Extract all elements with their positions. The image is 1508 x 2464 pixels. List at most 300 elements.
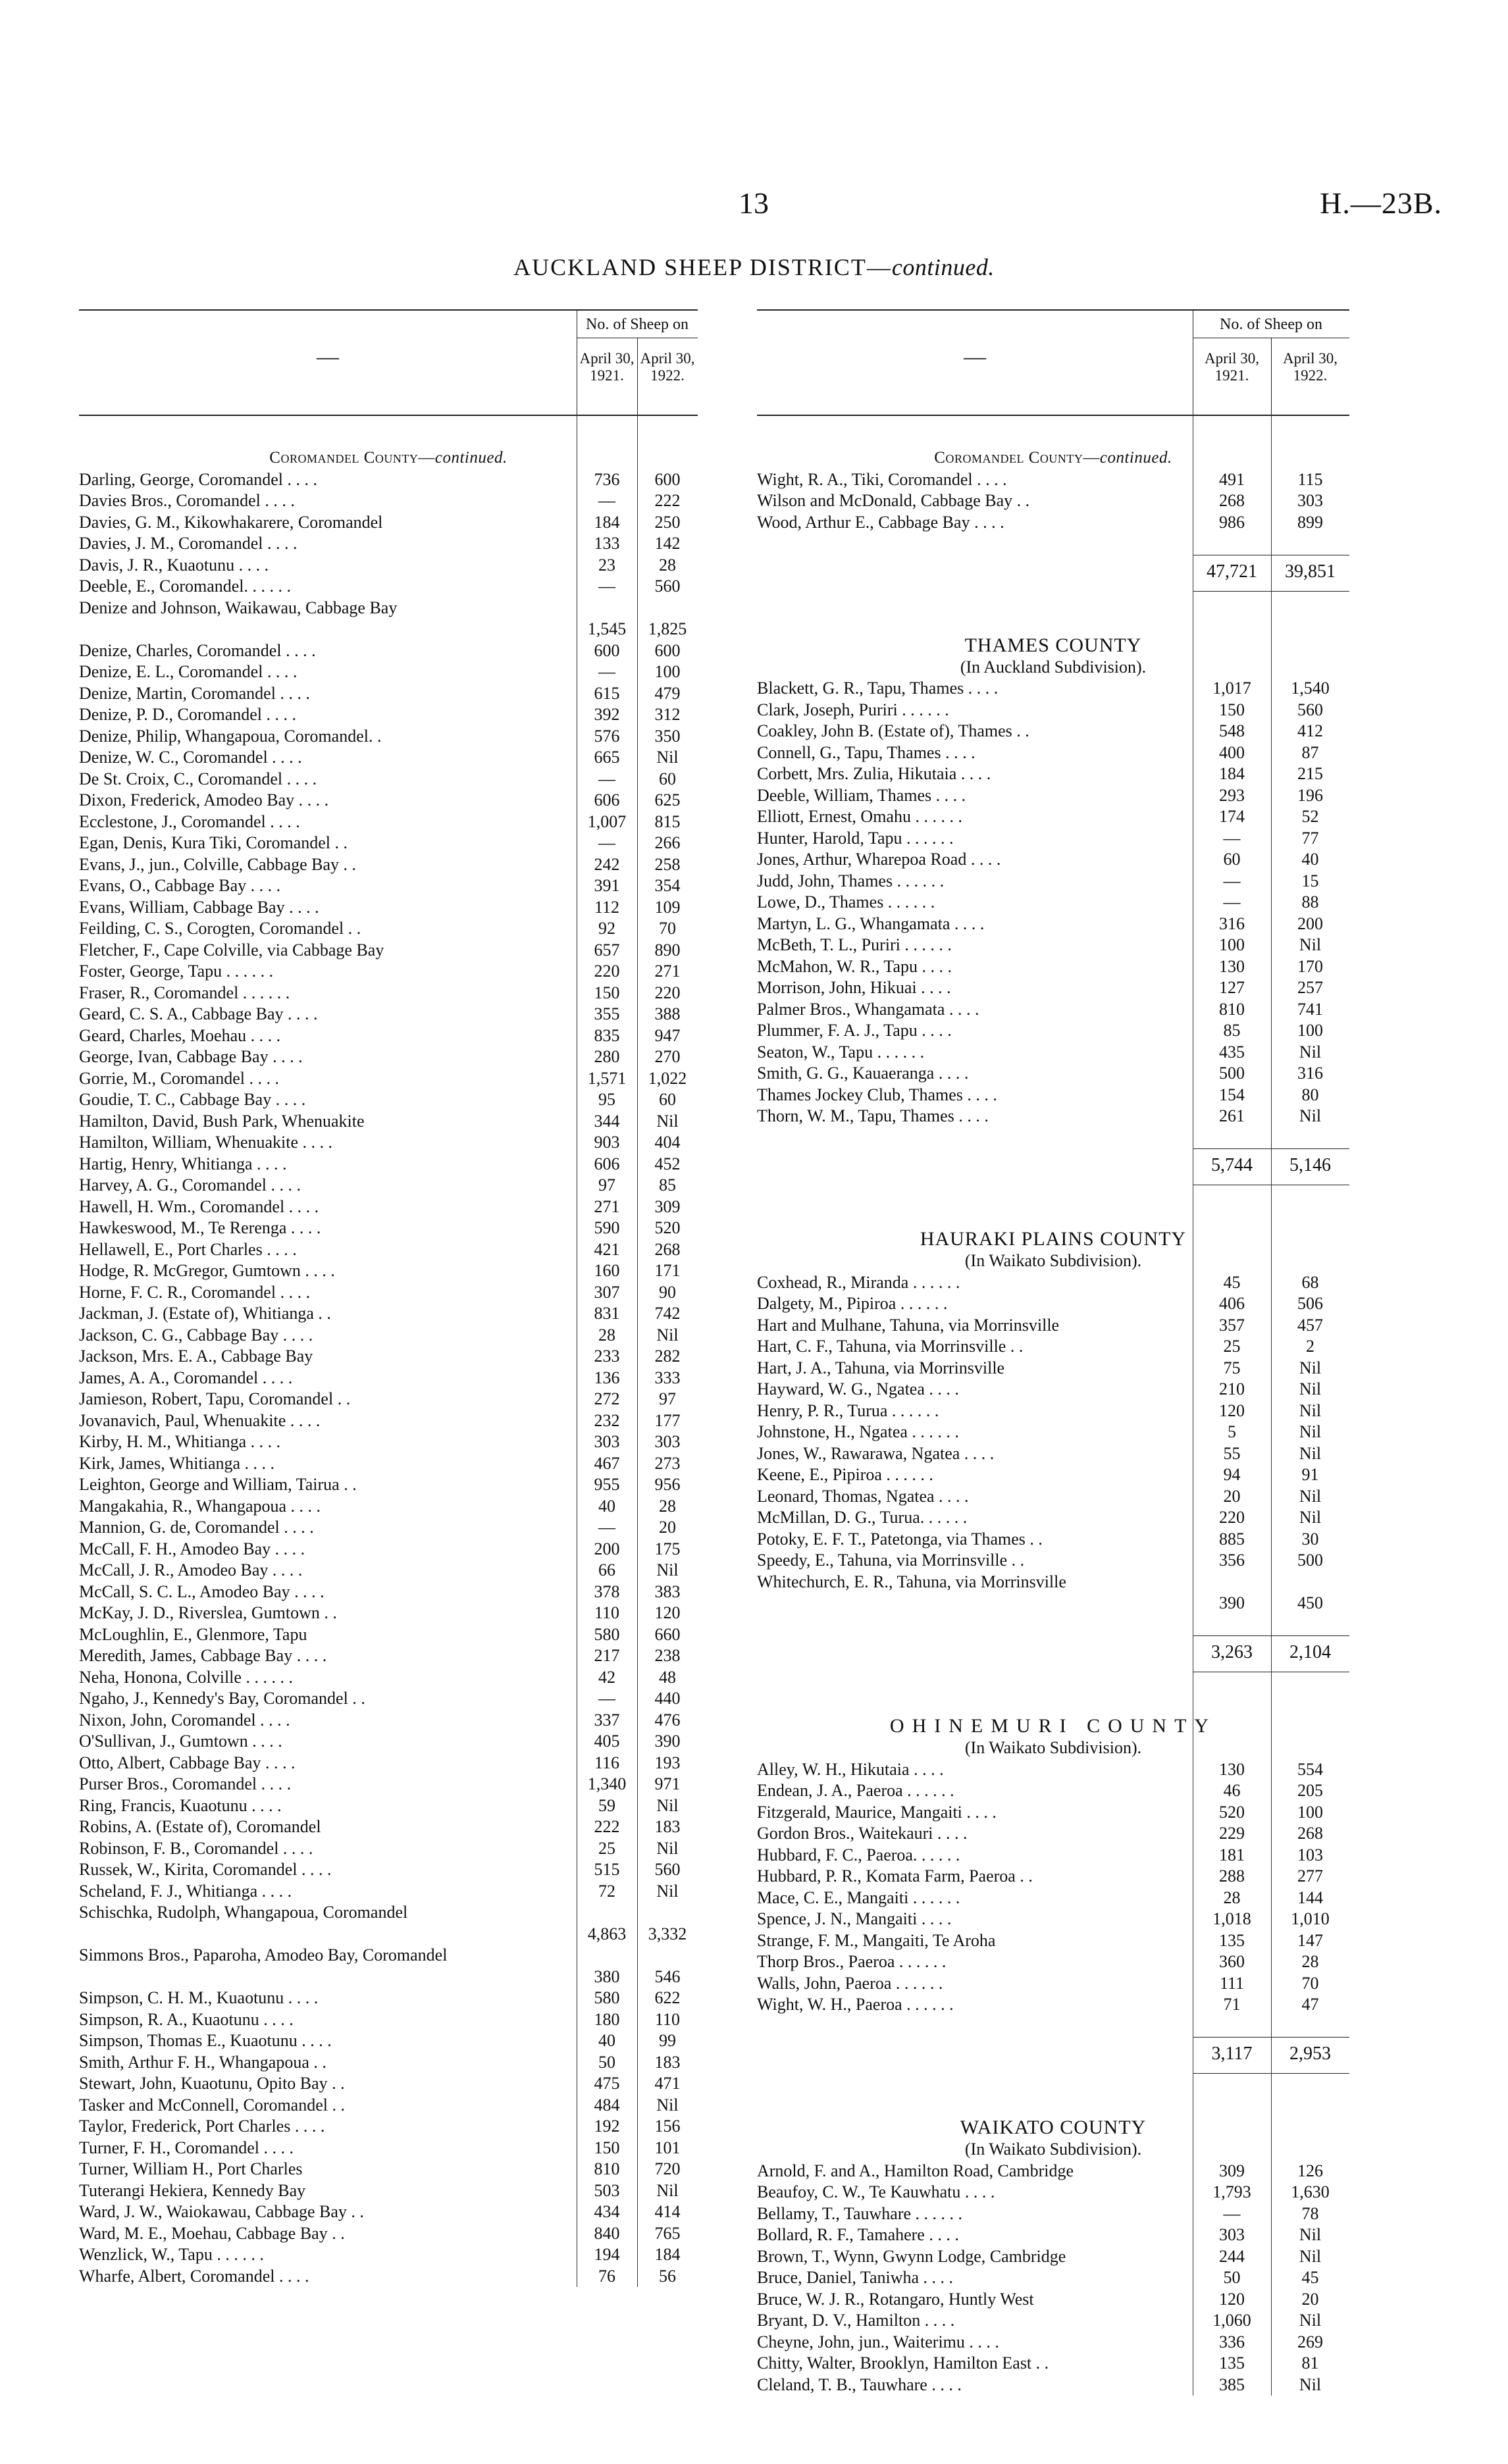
sheep-1922: 520 (654, 1218, 681, 1237)
entry-name: Judd, John, Thames . . . . . . (757, 871, 945, 890)
entry-name: Hart, J. A., Tahuna, via Morrinsville (757, 1358, 1005, 1377)
sheep-1922: 309 (654, 1196, 681, 1216)
entry-name: Jackman, J. (Estate of), Whitianga . . (79, 1304, 331, 1323)
table-row (79, 2138, 698, 2159)
sheep-1922: 183 (654, 1817, 681, 1836)
sheep-1922: 103 (1297, 1845, 1323, 1864)
entry-name: Denize, P. D., Coromandel . . . . (79, 705, 297, 724)
sheep-1921: 130 (1219, 956, 1245, 976)
sheep-1921: 4,863 (587, 1924, 627, 1943)
sheep-1922: 479 (654, 683, 681, 703)
table-row (79, 1731, 698, 1753)
entry-name: Nixon, John, Coromandel . . . . (79, 1710, 290, 1730)
entry-name: McBeth, T. L., Puriri . . . . . . (757, 935, 952, 954)
entry-name: Plummer, F. A. J., Tapu . . . . (757, 1021, 952, 1040)
name-column-header: — (964, 345, 986, 369)
sheep-1921: 271 (594, 1196, 620, 1216)
table-row (79, 2116, 698, 2138)
sheep-1922: 452 (654, 1154, 681, 1173)
table-row (79, 2244, 698, 2266)
sheep-1921: 885 (1219, 1529, 1245, 1549)
entry-name: Leonard, Thomas, Ngatea . . . . (757, 1486, 969, 1506)
sheep-1922: 30 (1301, 1529, 1319, 1549)
sheep-1922: 1,540 (1291, 679, 1330, 698)
entry-name: Clark, Joseph, Puriri . . . . . . (757, 700, 949, 719)
entry-name: Jamieson, Robert, Tapu, Coromandel . . (79, 1389, 351, 1408)
entry-name: Simpson, R. A., Kuaotunu . . . . (79, 2009, 294, 2029)
table-row (79, 1603, 698, 1624)
sheep-1921: 1,017 (1212, 679, 1251, 698)
entry-name: Davies, J. M., Coromandel . . . . (79, 534, 298, 553)
sheep-1922: 506 (1297, 1294, 1323, 1313)
table-row (79, 2030, 698, 2052)
table-row (79, 533, 698, 555)
sheep-1921: 120 (1219, 1400, 1245, 1420)
sheep-1921: 174 (1219, 807, 1245, 826)
sheep-1922: 99 (659, 2031, 676, 2050)
table-row (757, 1550, 1349, 1572)
sheep-1921: 150 (594, 983, 620, 1002)
left-rows (79, 469, 698, 2288)
table-row (757, 1422, 1349, 1443)
entry-name: Wight, R. A., Tiki, Coromandel . . . . (757, 469, 1007, 489)
sheep-1921: 1,545 (587, 619, 627, 638)
sheep-1921: 831 (594, 1304, 620, 1323)
sheep-1922: 177 (654, 1410, 681, 1430)
sheep-1922: 250 (654, 512, 681, 532)
table-row (79, 1688, 698, 1710)
sheep-1921: 200 (594, 1539, 620, 1558)
entry-name: Johnstone, H., Ngatea . . . . . . (757, 1422, 959, 1441)
sheep-1921: 94 (1223, 1465, 1241, 1484)
entry-name: Simmons Bros., Paparoha, Amodeo Bay, Coromandel (79, 1945, 448, 1964)
sheep-1922: 554 (1297, 1759, 1323, 1779)
sheep-1921: — (598, 662, 615, 681)
sheep-1921: 810 (1219, 999, 1245, 1019)
sheep-1922: 476 (654, 1710, 681, 1730)
sheep-1921: 40 (598, 2031, 615, 2050)
table-row (757, 2161, 1349, 2182)
sheep-1922: 91 (1301, 1465, 1319, 1484)
sheep-1921: 229 (1219, 1824, 1245, 1843)
sheep-1922: 1,022 (648, 1068, 687, 1088)
entry-name: Leighton, George and William, Tairua . . (79, 1475, 357, 1494)
table-row (757, 490, 1349, 512)
sheep-1922: 220 (654, 983, 681, 1002)
table-row (757, 1400, 1349, 1422)
sheep-1922: 142 (654, 534, 681, 553)
table-row (757, 1507, 1349, 1529)
sheep-1922: 147 (1297, 1930, 1323, 1950)
entry-name: De St. Croix, C., Coromandel . . . . (79, 769, 317, 788)
sheep-1921: 20 (1223, 1486, 1241, 1506)
entry-name: Bruce, W. J. R., Rotangaro, Huntly West (757, 2289, 1034, 2309)
table-row (79, 833, 698, 854)
sheep-1921: — (598, 577, 615, 596)
entry-name: Hart and Mulhane, Tahuna, via Morrinsville (757, 1315, 1060, 1335)
table-row (757, 999, 1349, 1021)
sheep-1921: 406 (1219, 1294, 1245, 1313)
sheep-1922: 765 (654, 2223, 681, 2243)
entry-name: George, Ivan, Cabbage Bay . . . . (79, 1047, 303, 1066)
county-heading: WAIKATO COUNTY (960, 2117, 1147, 2138)
entry-name: Denize, W. C., Coromandel . . . . (79, 748, 302, 767)
sheep-1922: 87 (1301, 742, 1319, 762)
sheep-1922: 269 (1297, 2332, 1323, 2351)
sheep-1922: 171 (654, 1261, 681, 1280)
sheep-1922: 70 (1301, 1973, 1319, 1993)
entry-name: Thames Jockey Club, Thames . . . . (757, 1085, 997, 1104)
table-row (79, 1539, 698, 1560)
table-row (757, 913, 1349, 935)
sheep-1921: 810 (594, 2159, 620, 2178)
sheep-1921: 160 (594, 1261, 620, 1280)
sheep-1921: 355 (594, 1004, 620, 1023)
sheep-1921: 272 (594, 1389, 620, 1408)
entry-name: Cheyne, John, jun., Waiterimu . . . . (757, 2332, 999, 2351)
sheep-1921: 135 (1219, 1930, 1245, 1950)
sheep-1921: 28 (598, 1325, 615, 1345)
entry-name: Strange, F. M., Mangaiti, Te Aroha (757, 1930, 996, 1950)
sheep-1921: 520 (1219, 1802, 1245, 1822)
sheep-1922: 78 (1301, 2203, 1319, 2223)
sheep-1921: 356 (1219, 1551, 1245, 1570)
table-row (79, 469, 698, 491)
sheep-1922: 110 (654, 2009, 681, 2029)
sheep-1922: Nil (1299, 2374, 1322, 2394)
table-row (757, 1887, 1349, 1909)
entry-name: Tasker and McConnell, Coromandel . . (79, 2095, 345, 2115)
entry-name: Hart, C. F., Tahuna, via Morrinsville . . (757, 1337, 1024, 1356)
table-row (79, 1496, 698, 1518)
entry-name: Ring, Francis, Kuaotunu . . . . (79, 1795, 282, 1815)
sheep-1921: 548 (1219, 721, 1245, 740)
sheep-1921: — (598, 491, 615, 510)
table-row (79, 2052, 698, 2074)
table-row (757, 1293, 1349, 1315)
sheep-1922: Nil (656, 1325, 679, 1345)
entry-name: McLoughlin, E., Glenmore, Tapu (79, 1624, 307, 1644)
sheep-1921: 503 (594, 2180, 620, 2200)
table-row (757, 1486, 1349, 1508)
entry-name: Smith, Arthur F. H., Whangapoua . . (79, 2052, 326, 2072)
entry-name: Evans, William, Cabbage Bay . . . . (79, 897, 319, 917)
entry-name: Davies, G. M., Kikowhakarere, Coromandel (79, 512, 383, 532)
entry-name: James, A. A., Coromandel . . . . (79, 1368, 293, 1387)
sheep-1921: 50 (598, 2052, 615, 2072)
total-1922: 39,851 (1285, 561, 1336, 582)
sheep-1921: 467 (594, 1453, 620, 1473)
entry-name: Bruce, Daniel, Taniwha . . . . (757, 2268, 954, 2287)
sheep-1922: Nil (1299, 2225, 1322, 2244)
sheep-1922: 196 (1297, 785, 1323, 805)
table-row (79, 598, 698, 640)
sheep-1921: 288 (1219, 1866, 1245, 1886)
sheep-1921: — (1223, 2203, 1241, 2223)
county-subdivision: (In Waikato Subdivision). (964, 1251, 1142, 1270)
entry-name: Deeble, E., Coromandel. . . . . . (79, 577, 292, 596)
table-row (79, 1346, 698, 1368)
sheep-1921: 42 (598, 1667, 615, 1687)
entry-name: Mannion, G. de, Coromandel . . . . (79, 1518, 314, 1537)
table-row (757, 1020, 1349, 1042)
left-table (79, 309, 698, 2287)
table-row (757, 721, 1349, 742)
sheep-1921: 100 (1219, 935, 1245, 954)
table-row (757, 678, 1349, 700)
table-row (757, 1336, 1349, 1358)
sheep-1922: 404 (654, 1133, 681, 1152)
sheep-1922: Nil (1299, 2311, 1322, 2330)
sheep-1921: 606 (594, 790, 620, 809)
title-main: AUCKLAND SHEEP DISTRICT— (513, 254, 892, 280)
sheep-1922: 258 (654, 854, 681, 874)
sheep-1922: 215 (1297, 764, 1323, 783)
sheep-1921: 23 (598, 555, 615, 575)
sheep-1922: 120 (654, 1603, 681, 1622)
sheep-1922: Nil (1299, 1106, 1322, 1125)
sheep-1922: Nil (656, 1111, 679, 1131)
sheep-1922: 303 (1297, 491, 1323, 510)
table-row (757, 1272, 1349, 1294)
table-row (757, 763, 1349, 785)
sheep-1921: — (1223, 892, 1241, 911)
total-1922: 5,146 (1289, 1155, 1331, 1175)
left-section-heading: Coromandel County—continued. (269, 449, 507, 467)
table-row (79, 1325, 698, 1347)
entry-name: Schischka, Rudolph, Whangapoua, Coromandel (79, 1903, 408, 1922)
table-row (757, 1780, 1349, 1802)
table-row (79, 1474, 698, 1496)
sheep-1921: — (1223, 828, 1241, 848)
sheep-1922: 560 (654, 577, 681, 596)
table-row (757, 2246, 1349, 2268)
county-subdivision: (In Waikato Subdivision). (964, 2140, 1142, 2159)
sheep-1921: 615 (594, 683, 620, 703)
table-row (757, 1802, 1349, 1824)
table-row (79, 1774, 698, 1795)
name-column-header: — (317, 345, 339, 369)
sheep-1922: 971 (654, 1774, 681, 1793)
table-row (757, 469, 1349, 491)
sheep-1921: 378 (594, 1581, 620, 1601)
entry-name: Meredith, James, Cabbage Bay . . . . (79, 1646, 327, 1665)
sheep-1921: 244 (1219, 2246, 1245, 2266)
sheep-1921: 135 (1219, 2353, 1245, 2373)
entry-name: McCall, J. R., Amodeo Bay . . . . (79, 1560, 303, 1579)
entry-name: Coakley, John B. (Estate of), Thames . . (757, 721, 1029, 740)
entry-name: Mace, C. E., Mangaiti . . . . . . (757, 1887, 960, 1907)
sheep-1922: 28 (1301, 1952, 1319, 1971)
entry-name: Hubbard, F. C., Paeroa. . . . . . (757, 1845, 960, 1864)
sheep-1922: 70 (659, 919, 676, 938)
sheep-1922: 20 (659, 1518, 676, 1537)
sheep-1921: 50 (1223, 2268, 1241, 2287)
table-row (757, 1529, 1349, 1551)
sheep-1921: 154 (1219, 1085, 1245, 1104)
date-1922-header: April 30, 1922. (640, 350, 695, 384)
sheep-1922: 600 (654, 640, 681, 660)
entry-name: Bellamy, T., Tauwhare . . . . . . (757, 2203, 963, 2223)
sheep-1922: 200 (1297, 913, 1323, 933)
sheep-1922: 52 (1301, 807, 1319, 826)
entry-name: Geard, C. S. A., Cabbage Bay . . . . (79, 1004, 318, 1023)
entry-name: Harvey, A. G., Coromandel . . . . (79, 1175, 301, 1194)
sheep-1922: 2 (1306, 1337, 1314, 1356)
sheep-1922: 60 (659, 1090, 676, 1109)
entry-name: Fletcher, F., Cape Colville, via Cabbage Bay (79, 940, 384, 960)
sheep-1921: 380 (594, 1966, 620, 1986)
entry-name: Stewart, John, Kuaotunu, Opito Bay . . (79, 2074, 345, 2093)
sheep-1922: 450 (1297, 1593, 1323, 1612)
entry-name: Ecclestone, J., Coromandel . . . . (79, 811, 300, 831)
spacer (757, 533, 1349, 555)
entry-name: Henry, P. R., Turua . . . . . . (757, 1400, 939, 1420)
entry-name: Jovanavich, Paul, Whenuakite . . . . (79, 1410, 321, 1430)
sheep-1921: 491 (1219, 469, 1245, 489)
sheep-1922: 28 (659, 555, 676, 575)
sheep-1922: 414 (654, 2202, 681, 2221)
sheep-1922: 90 (659, 1282, 676, 1302)
entry-name: Scheland, F. J., Whitianga . . . . (79, 1881, 292, 1901)
sheep-1921: 110 (594, 1603, 620, 1622)
sheep-1922: 109 (654, 897, 681, 917)
sheep-1921: 232 (594, 1410, 620, 1430)
sheep-1922: 471 (654, 2074, 681, 2093)
table-row (757, 935, 1349, 956)
entry-name: Jackson, Mrs. E. A., Cabbage Bay (79, 1347, 313, 1366)
sheep-1921: 606 (594, 1154, 620, 1173)
page-number: 13 (739, 186, 769, 220)
table-row (79, 1410, 698, 1432)
sheep-1921: 184 (594, 512, 620, 532)
sheep-1921: 95 (598, 1090, 615, 1109)
entry-name: Ward, J. W., Waiokawau, Cabbage Bay . . (79, 2202, 364, 2221)
sheep-1922: 600 (654, 469, 681, 489)
entry-name: Elliott, Ernest, Omahu . . . . . . (757, 807, 962, 826)
table-row (79, 2201, 698, 2223)
table-row (79, 1517, 698, 1539)
spacer (757, 592, 1349, 634)
sheep-1921: 665 (594, 748, 620, 767)
sheep-1922: 81 (1301, 2353, 1319, 2373)
entry-name: Walls, John, Paeroa . . . . . . (757, 1973, 943, 1993)
table-row (757, 956, 1349, 978)
entry-name: Thorp Bros., Paeroa . . . . . . (757, 1952, 947, 1971)
table-row (79, 1645, 698, 1667)
entry-name: Chitty, Walter, Brooklyn, Hamilton East . . (757, 2353, 1049, 2373)
entry-name: Morrison, John, Hikuai . . . . (757, 978, 951, 997)
sheep-1922: 271 (654, 962, 681, 981)
sheep-1922: Nil (1299, 1508, 1322, 1527)
table-row (79, 1282, 698, 1304)
sheep-1921: 136 (594, 1368, 620, 1387)
table-row (79, 2095, 698, 2117)
entry-name: Brown, T., Wynn, Gwynn Lodge, Cambridge (757, 2246, 1066, 2266)
sheep-1921: 85 (1223, 1021, 1241, 1040)
county-total (757, 555, 1349, 592)
entry-name: Ward, M. E., Moehau, Cabbage Bay . . (79, 2223, 345, 2243)
page-title (0, 253, 1508, 281)
sheep-1922: 257 (1297, 978, 1323, 997)
entry-name: Whitechurch, E. R., Tahuna, via Morrinsville (757, 1572, 1066, 1591)
table-row (79, 790, 698, 811)
entry-name: Corbett, Mrs. Zulia, Hikutaia . . . . (757, 764, 991, 783)
table-row (79, 1218, 698, 1239)
entry-name: Speedy, E., Tahuna, via Morrinsville . . (757, 1551, 1025, 1570)
entry-name: Davies Bros., Coromandel . . . . (79, 491, 295, 510)
sheep-1921: 1,340 (587, 1774, 627, 1793)
sheep-1922: Nil (1299, 1422, 1322, 1441)
sheep-1922: 222 (654, 491, 681, 510)
sheep-1922: 48 (659, 1667, 676, 1687)
sheep-1922: Nil (656, 1795, 679, 1815)
sheep-1922: 100 (1297, 1021, 1323, 1040)
table-row (79, 1667, 698, 1689)
table-row (757, 977, 1349, 999)
sheep-1921: 580 (594, 1988, 620, 2007)
sheep-1922: Nil (1299, 2246, 1322, 2266)
total-1921: 3,263 (1211, 1642, 1253, 1662)
sheep-1921: 97 (598, 1175, 615, 1194)
entry-name: Denize and Johnson, Waikawau, Cabbage Bay (79, 598, 398, 617)
sheep-1922: 184 (654, 2245, 681, 2264)
table-row (79, 2159, 698, 2180)
county-total (757, 2037, 1349, 2074)
sheep-1921: 1,571 (587, 1068, 627, 1088)
right-section-heading: Coromandel County—continued. (934, 449, 1172, 467)
sheep-1922: Nil (656, 2095, 679, 2115)
sheep-1922: 80 (1301, 1085, 1319, 1104)
sheep-1921: 357 (1219, 1315, 1245, 1335)
table-row (757, 742, 1349, 764)
sheep-1921: 1,007 (587, 811, 627, 831)
entry-name: Hartig, Henry, Whitianga . . . . (79, 1154, 287, 1173)
table-row (757, 1909, 1349, 1930)
table-row (79, 1089, 698, 1111)
table-row (79, 1816, 698, 1838)
table-row (79, 1431, 698, 1453)
entry-name: Evans, J., jun., Colville, Cabbage Bay . . (79, 854, 357, 874)
table-row (79, 1004, 698, 1025)
table-row (79, 1111, 698, 1133)
sheep-1921: 280 (594, 1047, 620, 1066)
entry-name: Feilding, C. S., Corogten, Coromandel . . (79, 919, 361, 938)
table-row (79, 1303, 698, 1325)
sheep-1921: 293 (1219, 785, 1245, 805)
entry-name: Deeble, William, Thames . . . . (757, 785, 966, 805)
sheep-1921: 242 (594, 854, 620, 874)
sheep-1921: 268 (1219, 491, 1245, 510)
entry-name: O'Sullivan, J., Gumtown . . . . (79, 1732, 282, 1751)
entry-name: Davis, J. R., Kuaotunu . . . . (79, 555, 269, 575)
table-row (757, 700, 1349, 721)
entry-name: Russek, W., Kirita, Coromandel . . . . (79, 1860, 332, 1879)
sheep-1922: 60 (659, 769, 676, 788)
entry-name: Ngaho, J., Kennedy's Bay, Coromandel . . (79, 1689, 365, 1708)
sheep-1921: 194 (594, 2245, 620, 2264)
table-row (79, 1838, 698, 1860)
sheep-1922: 170 (1297, 956, 1323, 976)
sheep-1921: 150 (1219, 700, 1245, 719)
table-row (757, 1845, 1349, 1866)
sheep-1922: 270 (654, 1047, 681, 1066)
table-row (79, 512, 698, 534)
sheep-1922: Nil (656, 748, 679, 767)
entry-name: Otto, Albert, Cabbage Bay . . . . (79, 1753, 296, 1772)
sheep-1922: 742 (654, 1304, 681, 1323)
sheep-1922: Nil (1299, 1379, 1322, 1399)
